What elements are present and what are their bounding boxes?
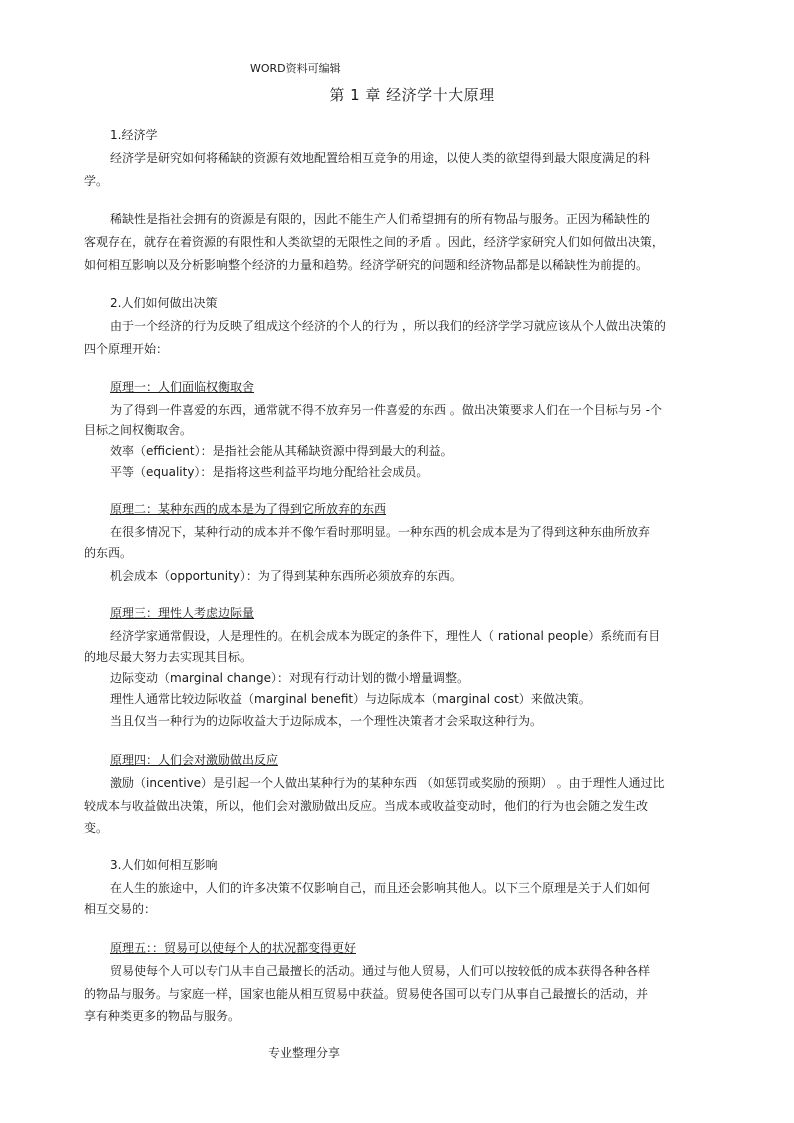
definition-opportunity-cost: 机会成本（opportunity）：为了得到某种东西所必须放弃的东西。 xyxy=(110,569,462,583)
paragraph-line: 变。 xyxy=(84,821,109,835)
chapter-title: 第 1 章 经济学十大原理 xyxy=(329,86,495,104)
paragraph-line: 相互交易的： xyxy=(84,902,157,916)
paragraph-line: 经济学家通常假设，人是理性的。在机会成本为既定的条件下，理性人（ rational people）系统而有目 xyxy=(110,629,661,643)
principle-5-title: 原理五：：贸易可以使每个人的状况都变得更好 xyxy=(110,941,357,955)
paragraph-line: 较成本与收益做出决策，所以，他们会对激励做出反应。当成本或收益变动时，他们的行为也会随之发生改 xyxy=(84,799,649,813)
definition-equality: 平等（equality）：是指将这些利益平均地分配给社会成员。 xyxy=(110,465,429,479)
section-heading-decisions: 2.人们如何做出决策 xyxy=(110,296,218,310)
principle-1-title: 原理一：人们面临权衡取舍 xyxy=(110,380,255,394)
section-heading-interaction: 3.人们如何相互影响 xyxy=(110,858,218,872)
definition-marginal-change: 边际变动（marginal change）：对现有行动计划的微小增量调整。 xyxy=(110,671,469,685)
principle-2-title: 原理二：某种东西的成本是为了得到它所放弃的东西 xyxy=(110,502,387,516)
paragraph-line: 目标之间权衡取舍。 xyxy=(84,423,193,437)
paragraph-line: 的东西。 xyxy=(84,546,133,560)
header-note: WORD资料可编辑 xyxy=(250,62,341,75)
paragraph-line: 经济学是研究如何将稀缺的资源有效地配置给相互竞争的用途，以使人类的欲望得到最大限度满足的科 xyxy=(110,151,651,165)
paragraph-line: 的物品与服务。与家庭一样，国家也能从相互贸易中获益。贸易使各国可以专门从事自己最擅长的活动，并 xyxy=(84,987,649,1001)
paragraph-line: 享有种类更多的物品与服务。 xyxy=(84,1009,241,1023)
principle-3-title: 原理三：理性人考虑边际量 xyxy=(110,606,255,620)
paragraph-line: 理性人通常比较边际收益（marginal benefit）与边际成本（marginal cost）来做决策。 xyxy=(110,692,591,706)
paragraph-line: 在很多情况下，某种行动的成本并不像乍看时那明显。一种东西的机会成本是为了得到这种东曲所放弃 xyxy=(110,525,651,539)
paragraph-line: 稀缺性是指社会拥有的资源是有限的，因此不能生产人们希望拥有的所有物品与服务。正因为稀缺性的 xyxy=(110,212,651,226)
definition-efficiency: 效率（efficient）：是指社会能从其稀缺资源中得到最大的利益。 xyxy=(110,444,453,458)
paragraph-line: 的地尽最大努力去实现其目标。 xyxy=(84,650,253,664)
paragraph-line: 四个原理开始： xyxy=(84,342,169,356)
principle-4-title: 原理四：人们会对激励做出反应 xyxy=(110,753,279,767)
paragraph-line: 如何相互影响以及分析影响整个经济的力量和趋势。经济学研究的问题和经济物品都是以稀缺性为前提的。 xyxy=(84,258,649,272)
paragraph-line: 贸易使每个人可以专门从丰自己最擅长的活动。通过与他人贸易，人们可以按较低的成本获得各种各样 xyxy=(110,964,651,978)
paragraph-line: 客观存在，就存在着资源的有限性和人类欲望的无限性之间的矛盾 。因此，经济学家研究人们如何做出决策， xyxy=(84,235,664,249)
footer-note: 专业整理分享 xyxy=(268,1046,341,1060)
paragraph-line: 激励（incentive）是引起一个人做出某种行为的某种东西 （如惩罚或奖励的预期） 。由于理性人通过比 xyxy=(110,776,665,790)
section-heading-economics: 1.经济学 xyxy=(110,128,158,142)
paragraph-line: 为了得到一件喜爱的东西，通常就不得不放弃另一件喜爱的东西 。做出决策要求人们在一个目标与另 -个 xyxy=(110,403,662,417)
paragraph-line: 由于一个经济的行为反映了组成这个经济的个人的行为 ，所以我们的经济学学习就应该从个人做出决策的 xyxy=(110,319,666,333)
paragraph-line: 学。 xyxy=(84,174,109,188)
paragraph-line: 当且仅当一种行为的边际收益大于边际成本，一个理性决策者才会采取这种行为。 xyxy=(110,714,543,728)
paragraph-line: 在人生的旅途中，人们的许多决策不仅影响自己，而且还会影响其他人。以下三个原理是关于人们如何 xyxy=(110,881,651,895)
